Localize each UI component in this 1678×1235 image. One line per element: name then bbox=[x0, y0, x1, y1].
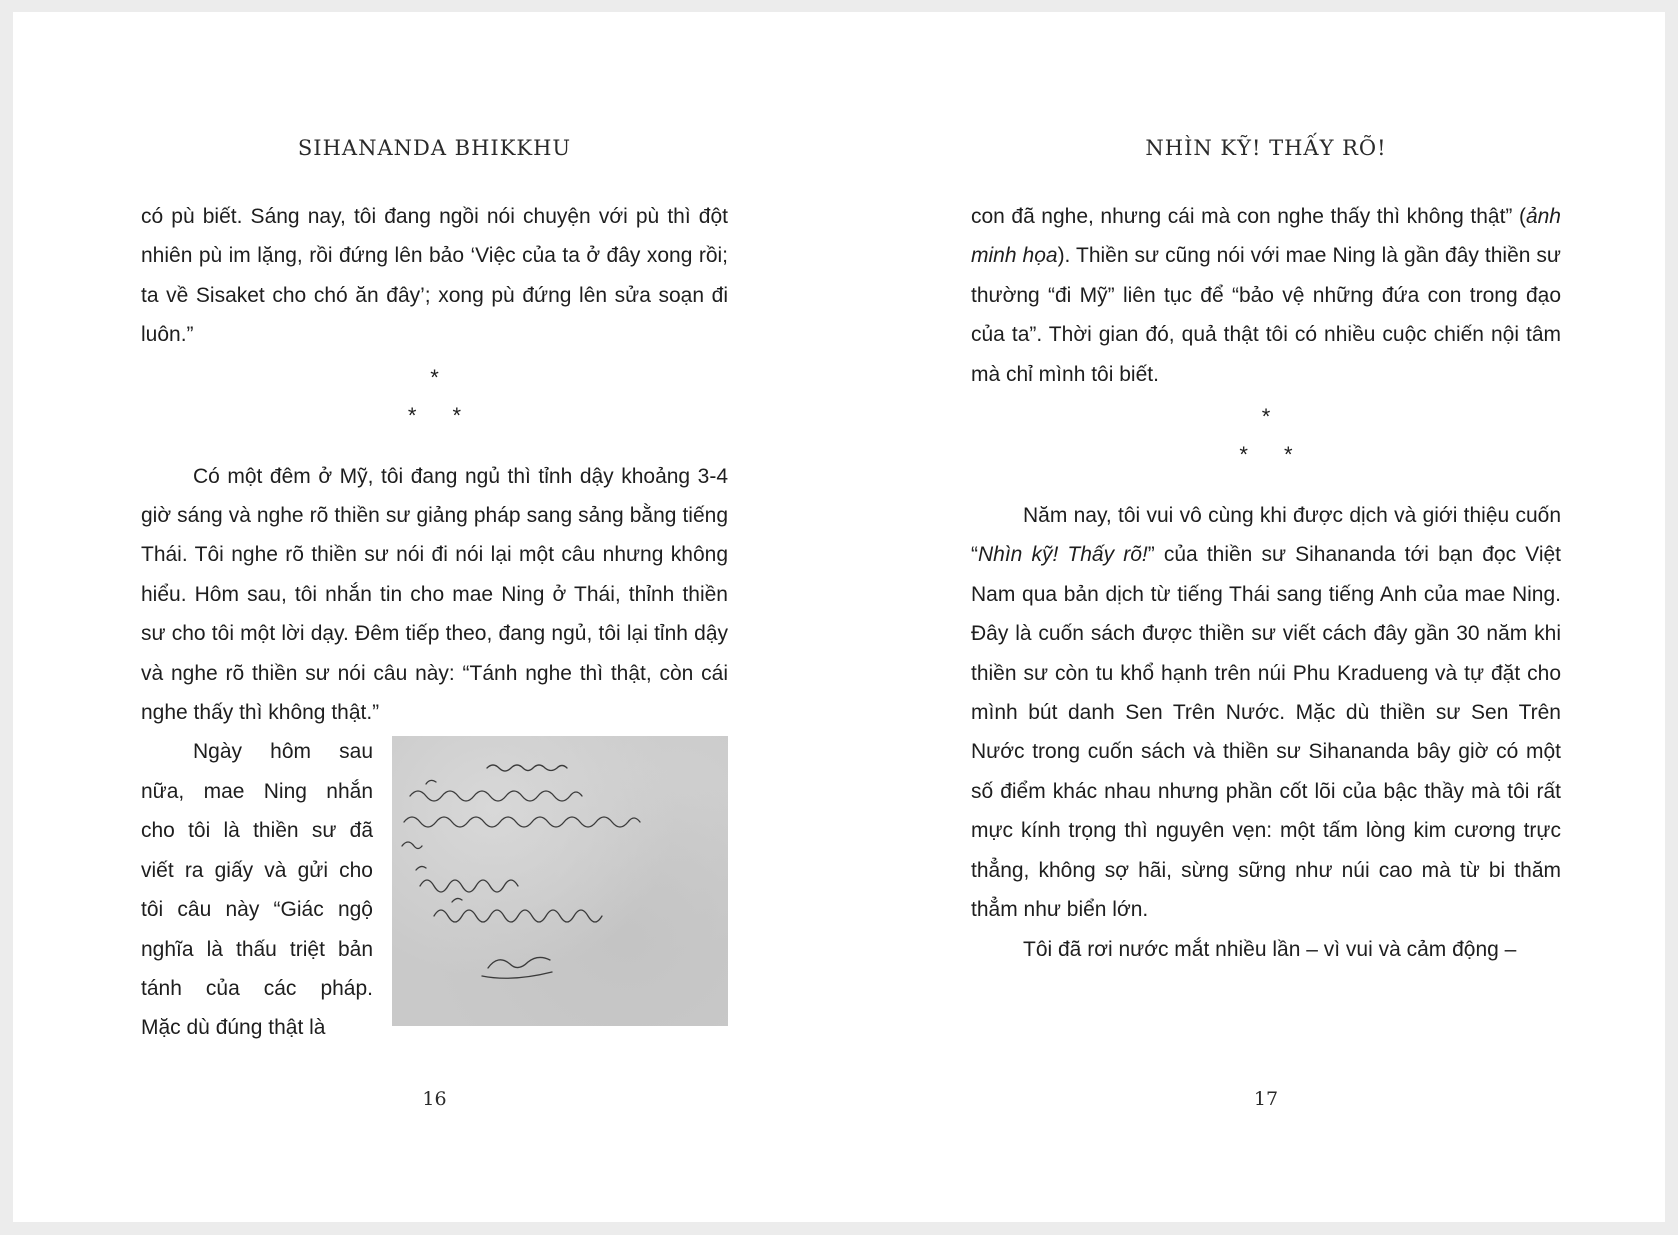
wrapped-line: viết ra giấy và gửi cho bbox=[141, 858, 373, 882]
handwritten-note-image bbox=[392, 736, 728, 1026]
left-paragraph-2: Có một đêm ở Mỹ, tôi đang ngủ thì tỉnh dậy khoảng 3-4 giờ sáng và nghe rõ thiền sư giảng pháp sang sảng bằng tiếng Thái. Tôi nghe rõ thiền sư nói đi nói lại một câu nhưng không hiểu. Hôm sau, tôi nhắn tin cho mae Ning ở Thái, thỉnh thiền sư cho tôi một lời dạy. Đêm tiếp theo, đang ngủ, tôi lại tỉnh dậy và nghe rõ thiền sư nói câu này: “Tánh nghe thì thật, còn cái nghe thấy thì không thật.” bbox=[141, 464, 728, 725]
section-break-star-top: * bbox=[430, 364, 439, 390]
wrapped-line: nữa, mae Ning nhắn bbox=[141, 779, 373, 803]
running-header-right: NHÌN KỸ! THẤY RÕ! bbox=[1145, 136, 1387, 160]
wrapped-line: cho tôi là thiền sư đã bbox=[141, 819, 373, 843]
wrapped-line: nghĩa là thấu triệt bản bbox=[141, 937, 373, 961]
handwriting-scribble-icon bbox=[392, 736, 728, 1026]
running-header-left: SIHANANDA BHIKKHU bbox=[297, 136, 572, 160]
text-with-figure bbox=[141, 732, 728, 1042]
wrapped-text bbox=[141, 732, 373, 1047]
book-spread bbox=[13, 12, 1665, 1222]
page-number-right: 17 bbox=[1253, 1088, 1279, 1110]
right-page-body bbox=[971, 197, 1561, 969]
left-page-body bbox=[141, 197, 728, 1042]
page-number-left: 16 bbox=[422, 1088, 447, 1110]
wrapped-line: Mặc dù đúng thật là bbox=[141, 1016, 326, 1040]
wrapped-line: tôi câu này “Giác ngộ bbox=[141, 898, 373, 922]
right-paragraph-1: con đã nghe, nhưng cái mà con nghe thấy thì không thật” (ảnh minh họa). Thiền sư cũng nói với mae Ning là gần đây thiền sư thường “đi Mỹ” liên tục để “bảo vệ những đứa con trong đạo của ta”. Thời gian đó, quả thật tôi có nhiều cuộc chiến nội tâm mà chỉ mình tôi biết. bbox=[971, 205, 1561, 386]
section-break-stars-bottom: * * bbox=[407, 402, 462, 428]
left-paragraph-1: có pù biết. Sáng nay, tôi đang ngồi nói chuyện với pù thì đột nhiên pù im lặng, rồi đứng lên bảo ‘Việc của ta ở đây xong rồi; ta về Sisaket cho chó ăn đây’; xong pù đứng lên sửa soạn đi luôn.” bbox=[141, 205, 728, 347]
wrapped-line: Ngày hôm sau bbox=[193, 740, 373, 764]
left-page bbox=[13, 12, 849, 1222]
section-break-right bbox=[971, 394, 1561, 496]
right-paragraph-2: Năm nay, tôi vui vô cùng khi được dịch và giới thiệu cuốn “Nhìn kỹ! Thấy rõ!” của thiền sư Sihananda tới bạn đọc Việt Nam qua bản dịch từ tiếng Thái sang tiếng Anh của mae Ning. Đây là cuốn sách được thiền sư viết cách đây gần 30 năm khi thiền sư còn tu khổ hạnh trên núi Phu Kradueng và tự đặt cho mình bút danh Sen Trên Nước. Mặc dù thiền sư Sen Trên Nước trong cuốn sách và thiền sư Sihananda bây giờ có một số điểm khác nhau nhưng phần cốt lõi của bậc thầy mà tôi rất mực kính trọng thì nguyên vẹn: một tấm lòng kim cương trực thẳng, không sợ hãi, sừng sững như núi cao mà từ bi thăm thẳm như biển lớn. bbox=[971, 504, 1561, 922]
right-paragraph-3: Tôi đã rơi nước mắt nhiều lần – vì vui và cảm động – bbox=[1023, 937, 1517, 961]
right-page bbox=[849, 12, 1665, 1222]
wrapped-line: tánh của các pháp. bbox=[141, 976, 373, 1000]
section-break-star-top: * bbox=[1261, 404, 1271, 430]
section-break-left bbox=[141, 355, 728, 457]
section-break-stars-bottom: * * bbox=[1239, 442, 1293, 468]
